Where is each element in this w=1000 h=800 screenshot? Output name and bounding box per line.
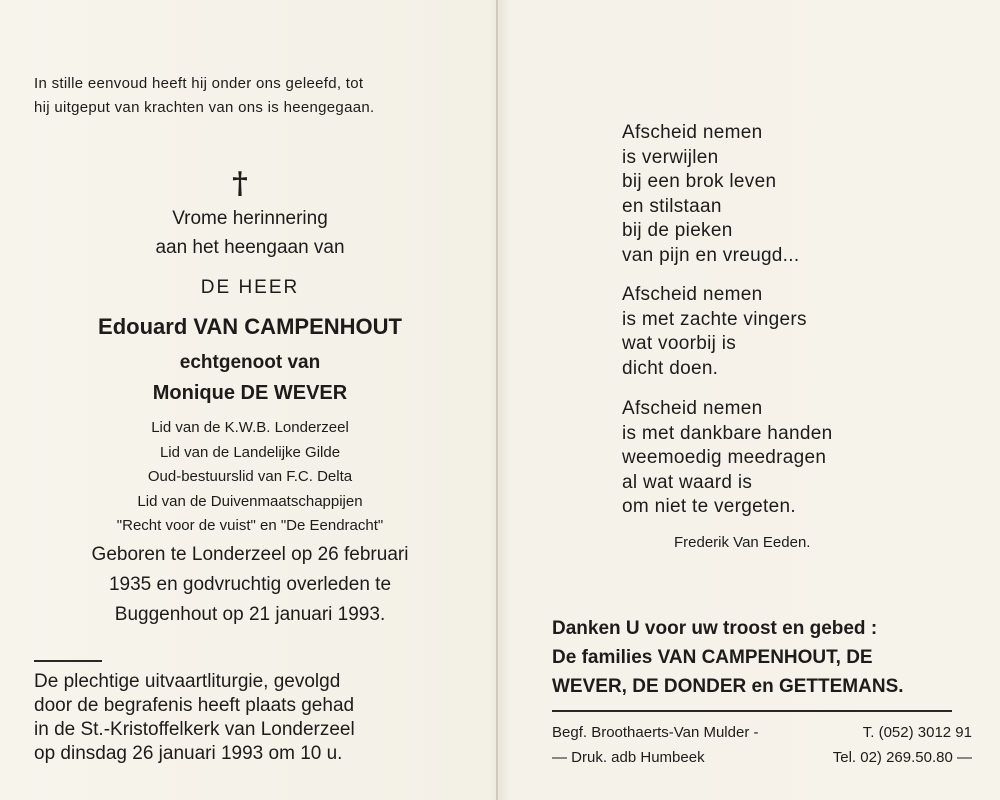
poem-line: van pijn en vreugd... bbox=[622, 244, 800, 266]
honorific: DE HEER bbox=[200, 277, 300, 298]
printer-print: — Druk. adb Humbeek bbox=[552, 749, 705, 766]
poem-line: is verwijlen bbox=[622, 146, 719, 168]
spouse-name: Monique DE WEVER bbox=[152, 382, 348, 404]
membership-item: Lid van de K.W.B. Londerzeel bbox=[151, 419, 349, 436]
printer-row bbox=[552, 745, 972, 770]
printer-phone: T. (052) 3012 91 bbox=[862, 724, 972, 741]
remembrance-line: Vrome herinnering bbox=[172, 208, 328, 229]
poem-line: Afscheid nemen bbox=[622, 398, 763, 419]
printer-tel: Tel. 02) 269.50.80 — bbox=[832, 749, 972, 766]
poem-line: en stilstaan bbox=[622, 195, 722, 217]
poem-line: Afscheid nemen bbox=[622, 122, 763, 143]
membership-item: Lid van de Landelijke Gilde bbox=[159, 443, 341, 461]
intro-line: In stille eenvoud heeft hij onder ons geleefd, tot bbox=[34, 75, 364, 92]
spouse-prefix: echtgenoot van bbox=[179, 352, 321, 373]
birth-death-line: 1935 en godvruchtig overleden te bbox=[108, 574, 392, 595]
poem-author: Frederik Van Eeden. bbox=[674, 534, 811, 551]
intro-text bbox=[34, 72, 474, 120]
intro-line: hij uitgeput van krachten van ons is heengegaan. bbox=[34, 99, 375, 116]
poem-line: weemoedig meedragen bbox=[622, 447, 827, 468]
poem-line: wat voorbij is bbox=[622, 333, 737, 354]
thanks-line: WEVER, DE DONDER en GETTEMANS. bbox=[552, 676, 904, 697]
ceremony-line: door de begrafenis heeft plaats gehad bbox=[34, 695, 355, 716]
memberships-list bbox=[0, 416, 500, 539]
thanks-line: Danken U voor uw troost en gebed : bbox=[552, 618, 878, 639]
cross-icon: † bbox=[232, 166, 248, 201]
poem-line: bij een brok leven bbox=[622, 171, 777, 192]
poem-line: om niet te vergeten. bbox=[622, 496, 796, 517]
poem-line: al wat waard is bbox=[622, 471, 753, 493]
divider bbox=[552, 710, 952, 712]
poem-stanza-3 bbox=[622, 397, 982, 520]
deceased-name: Edouard VAN CAMPENHOUT bbox=[98, 314, 402, 339]
remembrance-line: aan het heengaan van bbox=[155, 237, 345, 258]
remembrance-heading bbox=[0, 204, 500, 262]
ceremony-text bbox=[34, 670, 474, 766]
poem-line: is met zachte vingers bbox=[622, 308, 807, 330]
membership-item: "Recht voor de vuist" en "De Eendracht" bbox=[116, 517, 384, 534]
poem-stanza-2 bbox=[622, 283, 982, 381]
poem-line: Afscheid nemen bbox=[622, 284, 763, 305]
poem-line: dicht doen. bbox=[622, 357, 719, 379]
ceremony-line: op dinsdag 26 januari 1993 om 10 u. bbox=[34, 743, 343, 764]
thanks-text bbox=[552, 614, 962, 701]
poem-stanza-1 bbox=[622, 121, 982, 268]
printer-info bbox=[552, 720, 972, 770]
membership-item: Lid van de Duivenmaatschappijen bbox=[137, 492, 363, 510]
birth-death-line: Geboren te Londerzeel op 26 februari bbox=[91, 544, 409, 565]
thanks-line: De families VAN CAMPENHOUT, DE bbox=[552, 647, 873, 668]
ceremony-line: De plechtige uitvaartliturgie, gevolgd bbox=[34, 671, 341, 692]
divider bbox=[34, 660, 102, 662]
birth-death-line: Buggenhout op 21 januari 1993. bbox=[114, 604, 386, 625]
left-panel bbox=[0, 0, 496, 800]
birth-death-text bbox=[0, 540, 500, 630]
poem-line: bij de pieken bbox=[622, 220, 733, 241]
membership-item: Oud-bestuurslid van F.C. Delta bbox=[147, 468, 353, 485]
poem-line: is met dankbare handen bbox=[622, 422, 833, 444]
printer-row bbox=[552, 720, 972, 745]
ceremony-line: in de St.-Kristoffelkerk van Londerzeel bbox=[34, 719, 355, 740]
printer-name: Begf. Broothaerts-Van Mulder - bbox=[552, 724, 759, 741]
